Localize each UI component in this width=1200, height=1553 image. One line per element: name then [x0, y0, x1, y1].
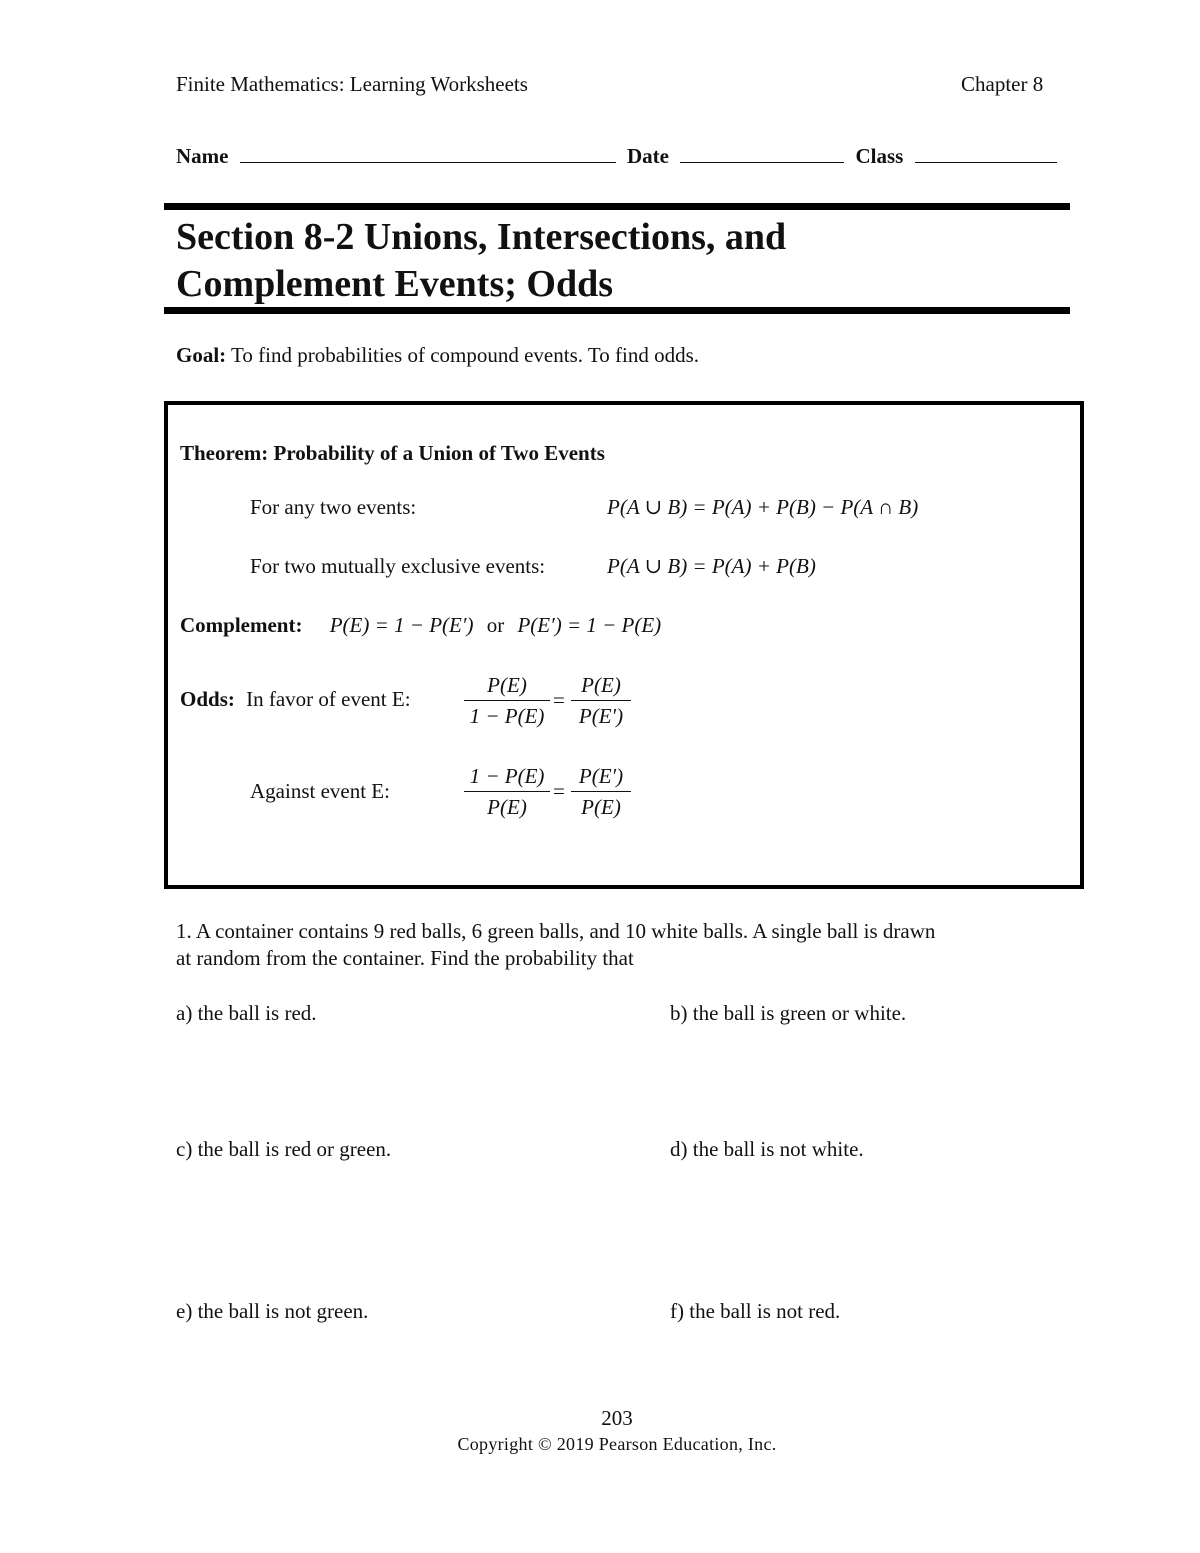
mutually-exclusive-formula: P(A ∪ B) = P(A) + P(B)	[607, 554, 816, 578]
name-label: Name	[176, 144, 229, 168]
title-top-rule	[164, 203, 1070, 210]
problem-1-part-d: d) the ball is not white.	[670, 1137, 864, 1161]
problem-1-part-a: a) the ball is red.	[176, 1001, 317, 1025]
in-favor-equals: =	[553, 688, 565, 712]
class-label: Class	[855, 144, 904, 168]
against-numerator-2: P(E′)	[571, 764, 631, 792]
problem-1-line2: at random from the container. Find the probability that	[176, 946, 634, 970]
chapter-label: Chapter 8	[961, 72, 1044, 96]
against-fraction-2	[571, 764, 631, 820]
goal-line	[176, 343, 699, 368]
complement-formula-1: P(E) = 1 − P(E′)	[329, 613, 474, 637]
date-field[interactable]	[680, 144, 844, 163]
in-favor-numerator-1: P(E)	[464, 673, 550, 701]
book-title: Finite Mathematics: Learning Worksheets	[176, 72, 528, 96]
any-two-label: For any two events:	[250, 495, 417, 519]
in-favor-numerator-2: P(E)	[571, 673, 631, 701]
against-equals: =	[553, 779, 565, 803]
class-field[interactable]	[915, 144, 1057, 163]
complement-label: Complement:	[180, 613, 303, 637]
name-field[interactable]	[240, 144, 616, 163]
problem-1-part-b: b) the ball is green or white.	[670, 1001, 907, 1025]
in-favor-label: In favor of event E:	[246, 687, 411, 711]
against-label: Against event E:	[250, 779, 390, 803]
in-favor-fraction-2	[571, 673, 631, 729]
in-favor-denominator-1: 1 − P(E)	[469, 704, 545, 728]
odds-label: Odds:	[180, 687, 235, 711]
theorem-title: Theorem: Probability of a Union of Two Events	[180, 441, 605, 465]
against-denominator-1: P(E)	[487, 795, 527, 819]
odds-row	[180, 687, 411, 712]
problem-1-part-e: e) the ball is not green.	[176, 1299, 369, 1323]
title-bottom-rule	[164, 307, 1070, 314]
section-title-line1: Section 8-2 Unions, Intersections, and	[176, 216, 787, 258]
complement-row	[180, 613, 661, 638]
page-number: 203	[601, 1406, 633, 1430]
against-numerator-1: 1 − P(E)	[464, 764, 550, 792]
name-field-row	[176, 144, 1057, 169]
problem-1-part-c: c) the ball is red or green.	[176, 1137, 392, 1161]
in-favor-denominator-2: P(E′)	[578, 704, 624, 728]
against-fraction-1	[464, 764, 550, 820]
problem-1-part-f: f) the ball is not red.	[670, 1299, 841, 1323]
date-label: Date	[626, 144, 669, 168]
section-title-line2: Complement Events; Odds	[176, 263, 614, 305]
complement-or: or	[486, 613, 505, 637]
problem-1-line1: 1. A container contains 9 red balls, 6 green balls, and 10 white balls. A single ball is drawn	[176, 919, 936, 943]
copyright: Copyright © 2019 Pearson Education, Inc.	[457, 1434, 777, 1454]
against-denominator-2: P(E)	[581, 795, 621, 819]
goal-label: Goal:	[176, 343, 227, 367]
any-two-formula: P(A ∪ B) = P(A) + P(B) − P(A ∩ B)	[607, 495, 919, 519]
in-favor-fraction-1	[464, 673, 550, 729]
mutually-exclusive-label: For two mutually exclusive events:	[250, 554, 546, 578]
complement-formula-2: P(E′) = 1 − P(E)	[517, 613, 662, 637]
goal-text: To find probabilities of compound events. To find odds.	[231, 343, 699, 367]
